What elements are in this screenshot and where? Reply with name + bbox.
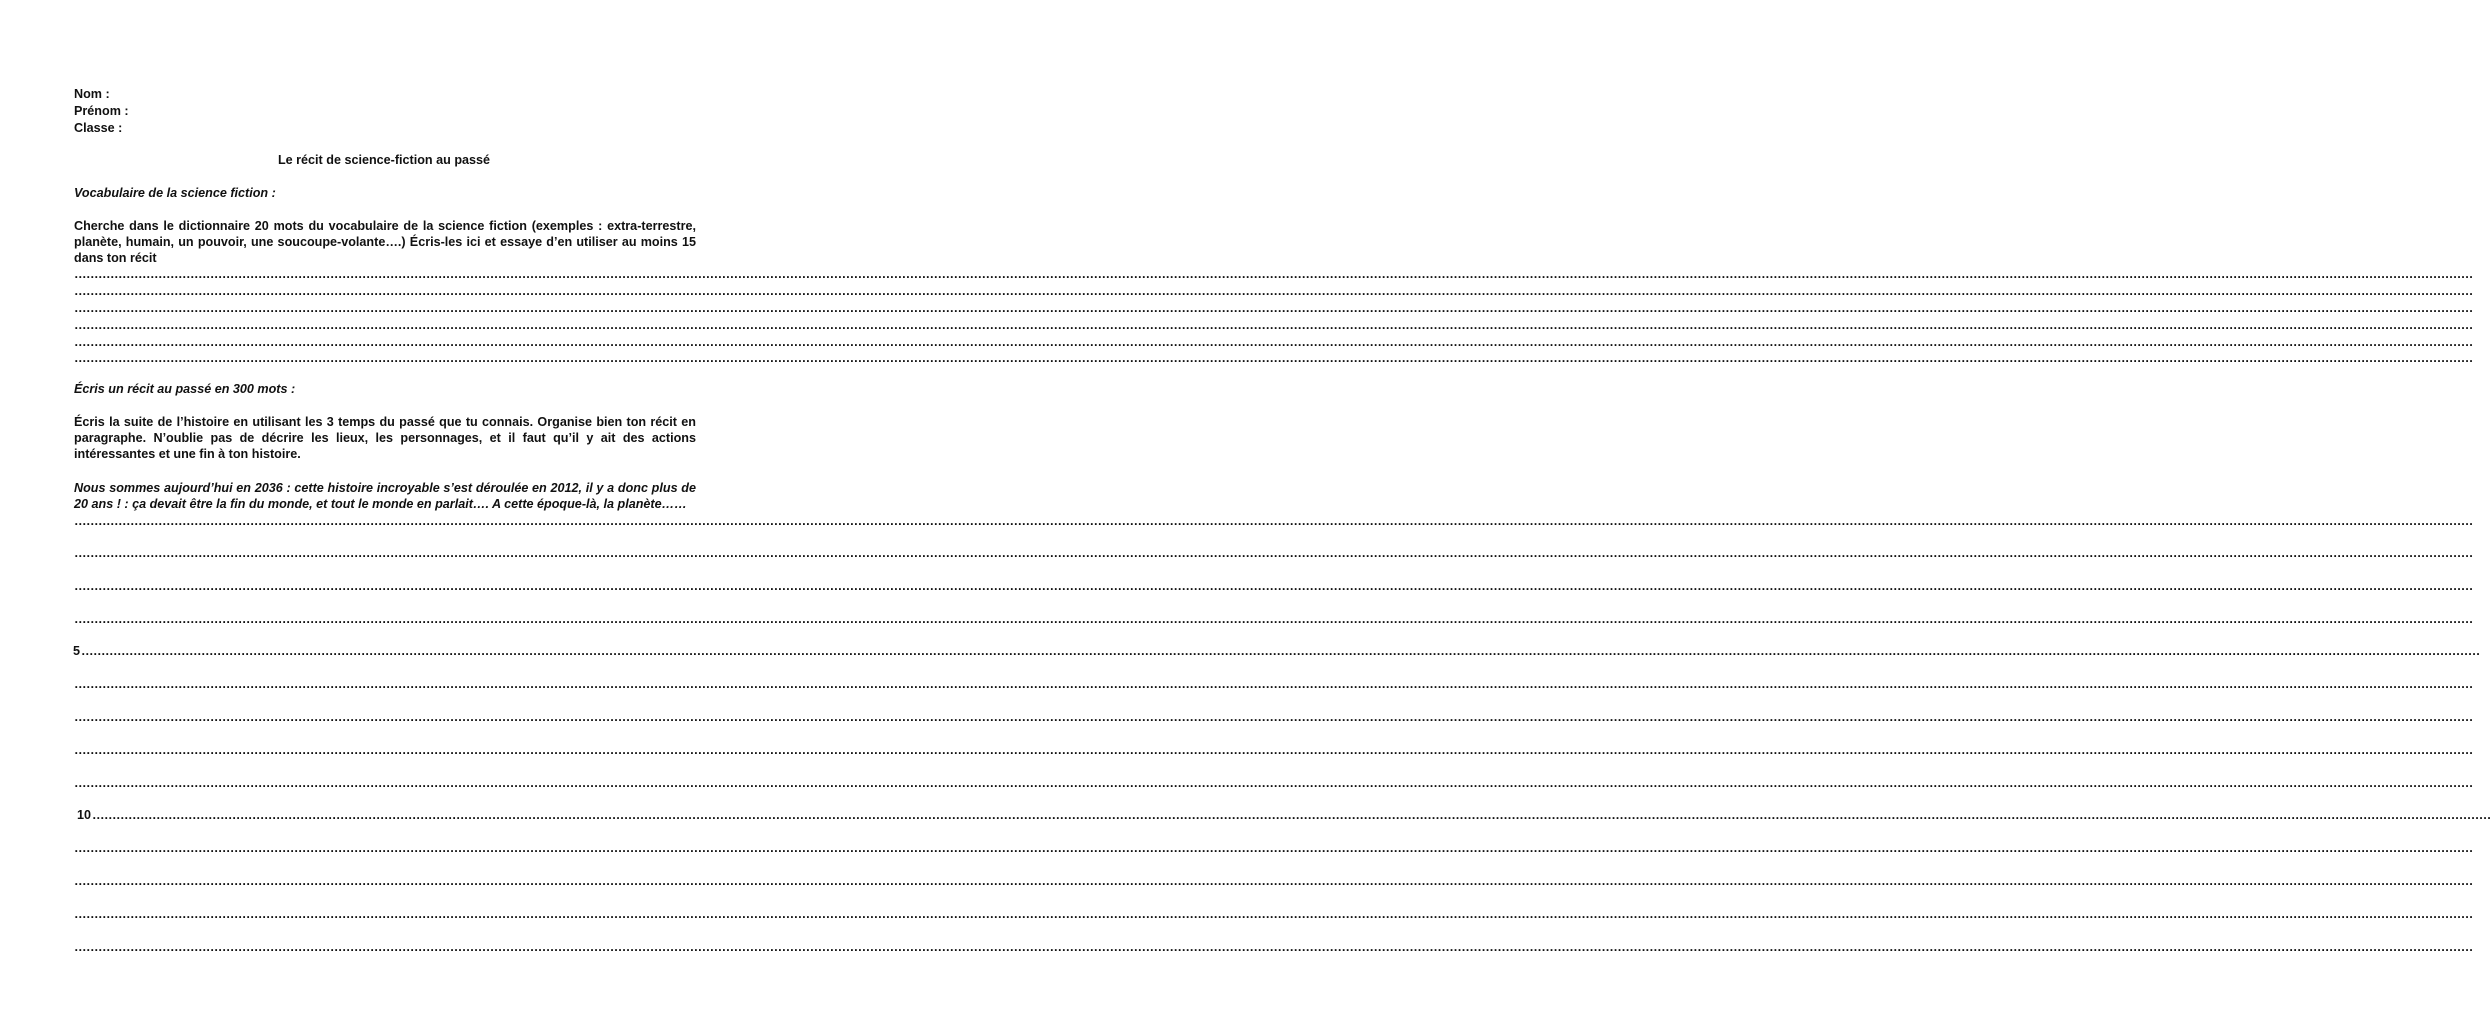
- prenom-label: Prénom :: [74, 104, 129, 118]
- story-answer-line[interactable]: ……………………………………………………………………………………………………………………………………………………………………………………………………………………………………………………………………………………………………………………………………………………………………………………………………………………………………………………………………………………………………………………………………………………: [74, 907, 2473, 921]
- story-answer-line[interactable]: ……………………………………………………………………………………………………………………………………………………………………………………………………………………………………………………………………………………………………………………………………………………………………………………………………………………………………………………………………………………………………………………………………………………: [74, 710, 2473, 724]
- story-heading: Écris un récit au passé en 300 mots :: [74, 382, 296, 396]
- vocabulary-answer-line[interactable]: ……………………………………………………………………………………………………………………………………………………………………………………………………………………………………………………………………………………………………………………………………………………………………………………………………………………………………………………………………………………………………………………………………………………: [74, 335, 2473, 349]
- story-prompt: Nous sommes aujourd’hui en 2036 : cette histoire incroyable s’est déroulée en 2012, il y a donc plus de 20 ans ! : ça devait être la fin du monde, et tout le monde en parlait…. A cette époque-là, la planète……: [74, 481, 696, 511]
- vocabulary-heading: Vocabulaire de la science fiction :: [74, 186, 276, 200]
- vocabulary-answer-line[interactable]: ……………………………………………………………………………………………………………………………………………………………………………………………………………………………………………………………………………………………………………………………………………………………………………………………………………………………………………………………………………………………………………………………………………………: [74, 301, 2473, 315]
- vocabulary-answer-line[interactable]: ……………………………………………………………………………………………………………………………………………………………………………………………………………………………………………………………………………………………………………………………………………………………………………………………………………………………………………………………………………………………………………………………………………………: [74, 351, 2473, 365]
- vocabulary-answer-line[interactable]: ……………………………………………………………………………………………………………………………………………………………………………………………………………………………………………………………………………………………………………………………………………………………………………………………………………………………………………………………………………………………………………………………………………………: [74, 318, 2473, 332]
- story-answer-line[interactable]: ……………………………………………………………………………………………………………………………………………………………………………………………………………………………………………………………………………………………………………………………………………………………………………………………………………………………………………………………………………………………………………………………………………………: [74, 612, 2473, 626]
- story-answer-line[interactable]: ……………………………………………………………………………………………………………………………………………………………………………………………………………………………………………………………………………………………………………………………………………………………………………………………………………………………………………………………………………………………………………………………………………………: [74, 841, 2473, 855]
- line-number-5: 5: [73, 644, 81, 658]
- story-answer-line[interactable]: ……………………………………………………………………………………………………………………………………………………………………………………………………………………………………………………………………………………………………………………………………………………………………………………………………………………………………………………………………………………………………………………………………………………: [81, 644, 2480, 658]
- classe-label: Classe :: [74, 121, 123, 135]
- story-answer-line[interactable]: ……………………………………………………………………………………………………………………………………………………………………………………………………………………………………………………………………………………………………………………………………………………………………………………………………………………………………………………………………………………………………………………………………………………: [74, 743, 2473, 757]
- story-answer-line[interactable]: ……………………………………………………………………………………………………………………………………………………………………………………………………………………………………………………………………………………………………………………………………………………………………………………………………………………………………………………………………………………………………………………………………………………: [74, 514, 2473, 528]
- story-answer-line[interactable]: ……………………………………………………………………………………………………………………………………………………………………………………………………………………………………………………………………………………………………………………………………………………………………………………………………………………………………………………………………………………………………………………………………………………: [74, 776, 2473, 790]
- nom-label: Nom :: [74, 87, 110, 101]
- vocabulary-answer-line[interactable]: ……………………………………………………………………………………………………………………………………………………………………………………………………………………………………………………………………………………………………………………………………………………………………………………………………………………………………………………………………………………………………………………………………………………: [74, 267, 2473, 281]
- worksheet-title: Le récit de science-fiction au passé: [277, 153, 491, 167]
- story-answer-line[interactable]: ……………………………………………………………………………………………………………………………………………………………………………………………………………………………………………………………………………………………………………………………………………………………………………………………………………………………………………………………………………………………………………………………………………………: [74, 874, 2473, 888]
- story-answer-line[interactable]: ……………………………………………………………………………………………………………………………………………………………………………………………………………………………………………………………………………………………………………………………………………………………………………………………………………………………………………………………………………………………………………………………………………………: [74, 546, 2473, 560]
- story-answer-line[interactable]: ……………………………………………………………………………………………………………………………………………………………………………………………………………………………………………………………………………………………………………………………………………………………………………………………………………………………………………………………………………………………………………………………………………………: [74, 579, 2473, 593]
- vocabulary-answer-line[interactable]: ……………………………………………………………………………………………………………………………………………………………………………………………………………………………………………………………………………………………………………………………………………………………………………………………………………………………………………………………………………………………………………………………………………………: [74, 284, 2473, 298]
- story-answer-line[interactable]: ……………………………………………………………………………………………………………………………………………………………………………………………………………………………………………………………………………………………………………………………………………………………………………………………………………………………………………………………………………………………………………………………………………………: [92, 808, 2491, 822]
- vocabulary-instructions: Cherche dans le dictionnaire 20 mots du vocabulaire de la science fiction (exemples : extra-terrestre, planète, humain, un pouvoir, une soucoupe-volante….) Écris-les ici et essaye d’en utiliser au moins 15 dans ton récit: [74, 219, 696, 265]
- story-answer-line[interactable]: ……………………………………………………………………………………………………………………………………………………………………………………………………………………………………………………………………………………………………………………………………………………………………………………………………………………………………………………………………………………………………………………………………………………: [74, 677, 2473, 691]
- line-number-10: 10: [77, 808, 92, 822]
- story-instructions: Écris la suite de l’histoire en utilisant les 3 temps du passé que tu connais. Organise bien ton récit en paragraphe. N’oublie pas de décrire les lieux, les personnages, et il faut qu’il y ait des actions intéressantes et une fin à ton histoire.: [74, 415, 696, 461]
- story-answer-line[interactable]: ……………………………………………………………………………………………………………………………………………………………………………………………………………………………………………………………………………………………………………………………………………………………………………………………………………………………………………………………………………………………………………………………………………………: [74, 940, 2473, 954]
